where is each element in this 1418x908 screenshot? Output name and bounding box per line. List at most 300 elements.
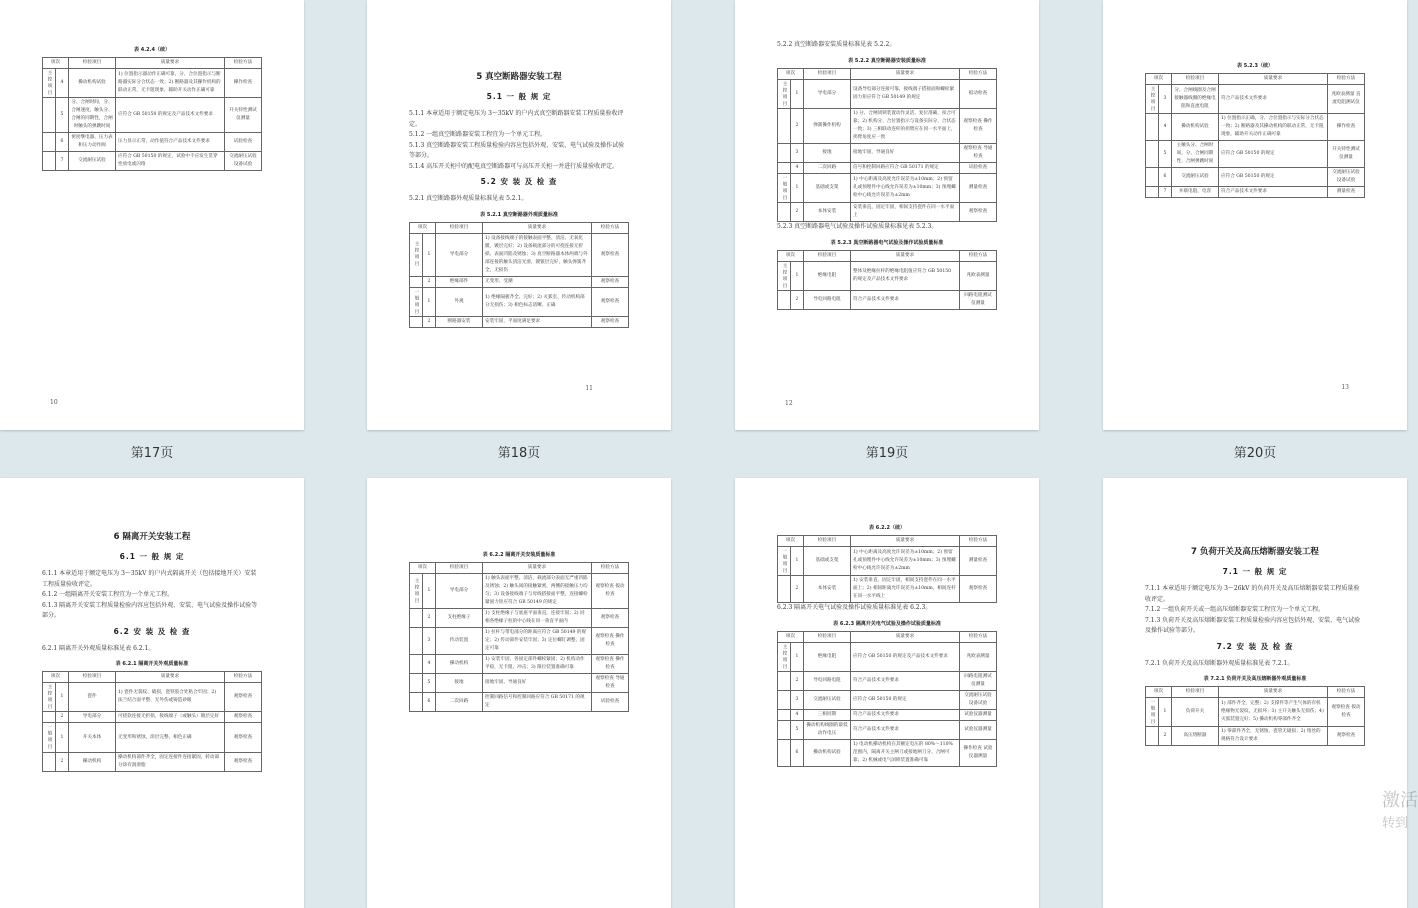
number-cell: 5 bbox=[791, 721, 804, 740]
clause-paragraph: 7.2.1 负荷开关及高压熔断器外观质量标准见表 7.2.1。 bbox=[1145, 659, 1294, 667]
clause-paragraph: 6.1.2 一组隔离开关安装工程宜为一个单元工程。 bbox=[42, 591, 174, 598]
item-cell: 二次回路 bbox=[804, 162, 851, 173]
category-cell bbox=[778, 740, 791, 767]
category-cell: 一般项目 bbox=[1146, 698, 1159, 727]
quality-standard-table bbox=[1145, 73, 1365, 198]
item-cell: 导电部分 bbox=[69, 712, 116, 723]
requirement-cell: 1) 位置指示正确，分、合位置指示与实际分合状态一致；2) 断路器及其操动机构的联动正常，无卡阻现象，辅助开关动作正确可靠 bbox=[1219, 114, 1328, 141]
item-cell: 操动机构试验 bbox=[69, 69, 116, 98]
category-cell: 主控项目 bbox=[778, 642, 791, 671]
item-cell: 绝缘部件 bbox=[436, 276, 483, 287]
method-cell: 操作检查 bbox=[1328, 114, 1365, 141]
number-cell: 2 bbox=[791, 291, 804, 310]
category-cell bbox=[1146, 187, 1159, 198]
table-caption: 表 5.2.3 真空断路器电气试验及操作试验质量标准 bbox=[830, 239, 944, 246]
method-cell: 试验仪器测量 bbox=[960, 721, 997, 740]
method-cell: 交流耐压试验设备试验 bbox=[960, 691, 997, 710]
table-row bbox=[778, 261, 997, 290]
table-row bbox=[778, 691, 997, 710]
method-cell: 观察检查 导通检查 bbox=[960, 143, 997, 162]
method-cell: 回路电阻测试仪测量 bbox=[960, 291, 997, 310]
requirement-cell: 符合产品技术文件要求 bbox=[851, 672, 960, 691]
clause-paragraph: 6.1.3 隔离开关安装工程质量检验内容应包括外观、安装、电气试验及操作试验等部分。 bbox=[42, 601, 258, 619]
quality-standard-table bbox=[42, 57, 262, 171]
table-caption: 表 6.2.2（续） bbox=[869, 525, 905, 531]
table-row bbox=[410, 628, 629, 655]
number-cell: 2 bbox=[56, 752, 69, 771]
item-cell: 断路器安装 bbox=[436, 316, 483, 327]
table-row bbox=[1146, 114, 1365, 141]
item-cell: 弹簧操作机构 bbox=[804, 108, 851, 143]
column-header: 检验方法 bbox=[592, 222, 629, 233]
number-cell: 1 bbox=[56, 723, 69, 752]
number-cell: 7 bbox=[1159, 187, 1172, 198]
clause-paragraph: 5.2.3 真空断路器电气试验及操作试验质量标准见表 5.2.3。 bbox=[777, 223, 938, 231]
clause-paragraph: 5.2.2 真空断路器安装质量标准见表 5.2.2。 bbox=[777, 41, 896, 48]
number-cell: 1 bbox=[791, 261, 804, 290]
method-cell: 观察检查 bbox=[592, 316, 629, 327]
item-cell: 瓷件 bbox=[69, 683, 116, 712]
category-cell bbox=[410, 674, 423, 693]
number-cell: 2 bbox=[423, 316, 436, 327]
category-cell bbox=[1146, 141, 1159, 168]
requirement-cell: 操动机构部件齐全，固定连接件连接紧固，转动部分涂有润滑脂 bbox=[116, 752, 225, 771]
requirement-cell: 符合产品技术文件要求 bbox=[851, 721, 960, 740]
table-row bbox=[43, 752, 262, 771]
method-cell: 交流耐压试验设备试验 bbox=[225, 152, 262, 171]
category-cell bbox=[410, 316, 423, 327]
item-cell: 导电回路电阻 bbox=[804, 672, 851, 691]
category-cell: 主控项目 bbox=[410, 574, 423, 609]
item-cell: 操动机构 bbox=[436, 655, 483, 674]
item-cell: 绝缘电阻 bbox=[804, 261, 851, 290]
category-cell: 主控项目 bbox=[410, 233, 423, 276]
quality-standard-table bbox=[409, 562, 629, 712]
column-header: 项次 bbox=[43, 58, 69, 69]
page-number: 10 bbox=[50, 399, 58, 406]
item-cell: 交流耐压试验 bbox=[69, 152, 116, 171]
requirement-cell: 符合产品技术文件要求 bbox=[1219, 187, 1328, 198]
column-header: 检验项目 bbox=[804, 631, 851, 642]
number-cell: 3 bbox=[791, 691, 804, 710]
number-cell: 4 bbox=[791, 710, 804, 721]
number-cell: 2 bbox=[791, 203, 804, 222]
category-cell bbox=[778, 203, 791, 222]
requirement-cell: 可挠软连接无折损，接线端子（或触头）镀层完好 bbox=[116, 712, 225, 723]
table-row bbox=[1146, 141, 1365, 168]
page-thumbnail[interactable] bbox=[1103, 478, 1407, 908]
quality-standard-table bbox=[777, 631, 997, 767]
requirement-cell: 应符合 GB 50150 的规定及产品技术文件要求 bbox=[116, 98, 225, 133]
activation-watermark-subtext: 转到 bbox=[1382, 816, 1409, 831]
number-cell: 2 bbox=[1159, 727, 1172, 746]
method-cell: 测量检查 bbox=[1328, 187, 1365, 198]
clause-paragraph: 6.1.1 本章适用于额定电压为 3～35kV 的户内式隔离开关（包括接地开关）安装工程质量验收评定。 bbox=[42, 570, 257, 588]
chapter-title: 7 负荷开关及高压熔断器安装工程 bbox=[1191, 547, 1319, 557]
category-cell bbox=[410, 276, 423, 287]
table-header-row bbox=[778, 631, 997, 642]
category-cell bbox=[1146, 727, 1159, 746]
table-row bbox=[778, 108, 997, 143]
table-header-row bbox=[1146, 687, 1365, 698]
method-cell: 观察检查 操作检查 bbox=[960, 108, 997, 143]
category-cell bbox=[43, 133, 56, 152]
item-cell: 操动机构试验 bbox=[1172, 114, 1219, 141]
page-label[interactable]: 第20页 bbox=[1233, 446, 1277, 461]
clause-paragraph: 5.1.1 本章适用于额定电压为 3～35kV 的户内式真空断路器安装工程质量验收评定。 bbox=[409, 110, 624, 128]
column-header: 检验方法 bbox=[960, 631, 997, 642]
item-cell: 外观 bbox=[436, 287, 483, 316]
table-row bbox=[778, 162, 997, 173]
item-cell: 本体安装 bbox=[804, 203, 851, 222]
requirement-cell: 1) 分、合闸闭锁装置动作灵活、复位准确，扣合可靠；2) 机构分、合位置指示与设备实际分、合状态一致；3) 三相联动连杆的拐臂应在同一水平面上，拐臂角度应一致 bbox=[851, 108, 960, 143]
item-cell: 基础或支架 bbox=[804, 173, 851, 202]
page-thumbnail[interactable] bbox=[1103, 0, 1407, 430]
number-cell: 4 bbox=[1159, 114, 1172, 141]
section-title: 5.2 安 装 及 检 查 bbox=[480, 177, 558, 186]
method-cell: 观察检查 扳动检查 bbox=[1328, 698, 1365, 727]
column-header: 项次 bbox=[778, 536, 804, 547]
table-row bbox=[1146, 168, 1365, 187]
item-cell: 分、合闸时间，分、合闸速度，触头分、合闸的同期性，合闸时触头的弹跳时间 bbox=[69, 98, 116, 133]
method-cell: 观察检查 bbox=[225, 683, 262, 712]
number-cell: 3 bbox=[791, 143, 804, 162]
number-cell: 2 bbox=[791, 672, 804, 691]
category-cell bbox=[778, 291, 791, 310]
category-cell bbox=[778, 710, 791, 721]
table-row bbox=[778, 173, 997, 202]
column-header: 检验项目 bbox=[436, 563, 483, 574]
category-cell bbox=[43, 98, 56, 133]
number-cell: 4 bbox=[56, 69, 69, 98]
number-cell: 4 bbox=[791, 162, 804, 173]
category-cell: 主控项目 bbox=[778, 79, 791, 108]
category-cell: 主控项目 bbox=[43, 69, 56, 98]
table-caption: 表 5.2.3（续） bbox=[1237, 63, 1273, 69]
method-cell: 兆欧表测量 bbox=[960, 642, 997, 671]
table-header-row bbox=[778, 536, 997, 547]
column-header: 检验项目 bbox=[1172, 74, 1219, 85]
category-cell bbox=[778, 691, 791, 710]
column-header: 质量要求 bbox=[116, 58, 225, 69]
page-label[interactable]: 第17页 bbox=[130, 446, 174, 461]
method-cell: 试验检查 bbox=[960, 162, 997, 173]
category-cell bbox=[778, 108, 791, 143]
table-row bbox=[778, 642, 997, 671]
method-cell: 试验检查 bbox=[592, 693, 629, 712]
table-header-row bbox=[1146, 74, 1365, 85]
item-cell: 接地 bbox=[804, 143, 851, 162]
number-cell: 1 bbox=[791, 642, 804, 671]
column-header: 质量要求 bbox=[483, 222, 592, 233]
section-title: 7.1 一 般 规 定 bbox=[1222, 567, 1288, 576]
number-cell: 2 bbox=[423, 609, 436, 628]
table-caption: 表 6.2.3 隔离开关电气试验及操作试验质量标准 bbox=[833, 620, 941, 627]
category-cell bbox=[1146, 168, 1159, 187]
requirement-cell: 符合产品技术文件要求 bbox=[851, 710, 960, 721]
table-row bbox=[43, 723, 262, 752]
item-cell: 导电回路电阻 bbox=[804, 291, 851, 310]
table-caption: 表 6.2.1 隔离开关外观质量标准 bbox=[115, 661, 189, 667]
clause-paragraph: 5.2.1 真空断路器外观质量标准见表 5.2.1。 bbox=[409, 195, 528, 202]
chapter-title: 5 真空断路器安装工程 bbox=[476, 72, 562, 82]
category-cell bbox=[778, 576, 791, 603]
column-header: 项次 bbox=[778, 250, 804, 261]
clause-paragraph: 6.2.3 隔离开关电气试验及操作试验质量标准见表 6.2.3。 bbox=[777, 604, 932, 612]
table-row bbox=[410, 609, 629, 628]
method-cell: 观察检查 bbox=[225, 723, 262, 752]
quality-standard-table bbox=[42, 671, 262, 772]
column-header: 质量要求 bbox=[851, 536, 960, 547]
chapter-title: 6 隔离开关安装工程 bbox=[113, 532, 191, 542]
column-header: 质量要求 bbox=[483, 563, 592, 574]
table-row bbox=[778, 547, 997, 576]
table-row bbox=[778, 576, 997, 603]
number-cell: 3 bbox=[1159, 85, 1172, 114]
page-thumbnail[interactable] bbox=[0, 0, 304, 430]
item-cell: 导电部分 bbox=[436, 574, 483, 609]
requirement-cell: 无变形和锈蚀，涂层完整，相色正确 bbox=[116, 723, 225, 752]
requirement-cell: 1) 触头表面平整、清洁，载流部分表面无严重凹陷及锈蚀；2) 触头间的接触紧密，两侧的接触压力均匀；3) 设备接线端子与母线搭接面平整，连接螺栓紧固力矩应符合 GB 50149 的规定 bbox=[483, 574, 592, 609]
category-cell bbox=[410, 609, 423, 628]
page-thumbnail[interactable] bbox=[0, 478, 304, 908]
table-row bbox=[778, 143, 997, 162]
requirement-cell: 1) 电动机操动机构在其额定电压的 80%～110% 范围内，隔离开关主闸刀或接地闸刀分、合闸可靠；2) 机械或电气闭锁装置准确可靠 bbox=[851, 740, 960, 767]
method-cell: 交流耐压试验设备试验 bbox=[1328, 168, 1365, 187]
method-cell: 观察检查 操作检查 bbox=[592, 628, 629, 655]
item-cell: 支柱绝缘子 bbox=[436, 609, 483, 628]
number-cell: 1 bbox=[56, 683, 69, 712]
requirement-cell: 1) 设备接线端子的接触表面平整、清洁、无氧化膜，镀层完好；2) 设备载流部分的可挠连接无折损、表面凹陷及锈蚀；3) 真空断路器本体两端与外部连接的触头清洁光滑，镀银层完好，触头弹簧齐全，无损伤 bbox=[483, 233, 592, 276]
column-header: 检验项目 bbox=[69, 58, 116, 69]
table-row bbox=[43, 683, 262, 712]
column-header: 质量要求 bbox=[116, 672, 225, 683]
table-header-row bbox=[778, 250, 997, 261]
clause-paragraph: 5.1.4 高压开关柜中的配电真空断路器可与高压开关柜一并进行质量验收评定。 bbox=[409, 162, 619, 170]
requirement-cell: 符合产品技术文件要求 bbox=[1219, 85, 1328, 114]
number-cell: 1 bbox=[423, 574, 436, 609]
clause-paragraph: 6.2.1 隔离开关外观质量标准见表 6.2.1。 bbox=[42, 644, 155, 652]
item-cell: 分、合闸线圈及合闸接触器线圈的绝缘电阻和直流电阻 bbox=[1172, 85, 1219, 114]
column-header: 检验方法 bbox=[1328, 687, 1365, 698]
table-row bbox=[778, 672, 997, 691]
item-cell: 并联电阻、电容 bbox=[1172, 187, 1219, 198]
number-cell: 6 bbox=[1159, 168, 1172, 187]
method-cell: 观察检查 导通检查 bbox=[592, 674, 629, 693]
method-cell: 试验仪器测量 bbox=[960, 710, 997, 721]
table-row bbox=[778, 203, 997, 222]
item-cell: 二次回路 bbox=[436, 693, 483, 712]
item-cell: 接地 bbox=[436, 674, 483, 693]
requirement-cell: 控制回路信号和控制回路应符合 GB 50171 的规定 bbox=[483, 693, 592, 712]
item-cell: 高压熔断器 bbox=[1172, 727, 1219, 746]
quality-standard-table bbox=[777, 535, 997, 603]
table-row bbox=[410, 276, 629, 287]
number-cell: 2 bbox=[56, 712, 69, 723]
table-caption: 表 7.2.1 负荷开关及高压熔断器外观质量标准 bbox=[1203, 676, 1307, 682]
item-cell: 交流耐压试验 bbox=[1172, 168, 1219, 187]
column-header: 检验项目 bbox=[436, 222, 483, 233]
number-cell: 6 bbox=[791, 740, 804, 767]
column-header: 项次 bbox=[410, 222, 436, 233]
item-cell: 三相同期 bbox=[804, 710, 851, 721]
number-cell: 5 bbox=[423, 674, 436, 693]
number-cell: 4 bbox=[423, 655, 436, 674]
page-label[interactable]: 第18页 bbox=[497, 446, 541, 461]
requirement-cell: 应符合 GB 50150 的规定 bbox=[851, 691, 960, 710]
method-cell: 操作检查 试验仪器测量 bbox=[960, 740, 997, 767]
category-cell: 一般项目 bbox=[778, 173, 791, 202]
requirement-cell: 接地牢固，导通良好 bbox=[851, 143, 960, 162]
item-cell: 传动装置 bbox=[436, 628, 483, 655]
requirement-cell: 应符合 GB 50150 的规定及产品技术文件要求 bbox=[851, 642, 960, 671]
page-thumbnail[interactable] bbox=[735, 478, 1039, 908]
table-row bbox=[43, 712, 262, 723]
column-header: 项次 bbox=[410, 563, 436, 574]
column-header: 检验方法 bbox=[960, 250, 997, 261]
column-header: 项次 bbox=[778, 68, 804, 79]
clause-paragraph: 7.1.3 负荷开关及高压熔断器安装工程质量检验内容应包括外观、安装、电气试验及操作试验等部分。 bbox=[1145, 616, 1361, 634]
item-cell: 开关本体 bbox=[69, 723, 116, 752]
requirement-cell: 压力显示正常，动作值符合产品技术文件要求 bbox=[116, 133, 225, 152]
column-header: 检验方法 bbox=[1328, 74, 1365, 85]
item-cell: 密度继电器、压力表和压力动作阀 bbox=[69, 133, 116, 152]
requirement-cell: 1) 安装牢固，各固定部件螺栓紧固；2) 机构动作平稳，无卡阻、冲击；3) 限位装置准确可靠 bbox=[483, 655, 592, 674]
table-header-row bbox=[43, 58, 262, 69]
number-cell: 1 bbox=[791, 173, 804, 202]
table-row bbox=[1146, 187, 1365, 198]
category-cell bbox=[778, 162, 791, 173]
item-cell: 基础或支架 bbox=[804, 547, 851, 576]
method-cell: 观察检查 bbox=[960, 203, 997, 222]
clause-paragraph: 5.1.2 一组真空断路器安装工程宜为一个单元工程。 bbox=[409, 131, 547, 138]
item-cell: 操动机构 bbox=[69, 752, 116, 771]
requirement-cell: 信号和控制回路应符合 GB 50171 的规定 bbox=[851, 162, 960, 173]
item-cell: 主触头分、合闸时间，分、合闸同期性，合闸弹跳时间 bbox=[1172, 141, 1219, 168]
requirement-cell: 接地牢固，导通良好 bbox=[483, 674, 592, 693]
item-cell: 导电部分 bbox=[804, 79, 851, 108]
section-title: 5.1 一 般 规 定 bbox=[486, 92, 552, 101]
method-cell: 观察检查 bbox=[960, 576, 997, 603]
method-cell: 操作检查 bbox=[225, 69, 262, 98]
table-header-row bbox=[410, 563, 629, 574]
item-cell: 操动机构试验 bbox=[804, 740, 851, 767]
column-header: 检验项目 bbox=[804, 68, 851, 79]
table-caption: 表 5.2.1 真空断路器外观质量标准 bbox=[480, 211, 558, 218]
number-cell: 2 bbox=[791, 576, 804, 603]
method-cell: 测量检查 bbox=[960, 547, 997, 576]
number-cell: 5 bbox=[1159, 141, 1172, 168]
method-cell: 观察检查 bbox=[225, 712, 262, 723]
table-row bbox=[1146, 727, 1365, 746]
requirement-cell: 安装牢固，平面度满足要求 bbox=[483, 316, 592, 327]
column-header: 项次 bbox=[1146, 687, 1172, 698]
number-cell: 3 bbox=[423, 628, 436, 655]
requirement-cell: 1) 中心距离及高度允许误差为±10mm；2) 预留孔或预埋件中心线允许误差为±10mm；3) 预埋螺栓中心线允许误差为±2mm bbox=[851, 173, 960, 202]
page-number: 11 bbox=[585, 385, 593, 392]
item-cell: 绝缘电阻 bbox=[804, 642, 851, 671]
category-cell bbox=[43, 712, 56, 723]
page-number: 12 bbox=[785, 400, 793, 407]
category-cell: 一般项目 bbox=[410, 287, 423, 316]
method-cell: 扳动检查 bbox=[960, 79, 997, 108]
table-row bbox=[410, 674, 629, 693]
number-cell: 1 bbox=[791, 547, 804, 576]
section-title: 7.2 安 装 及 检 查 bbox=[1216, 641, 1294, 651]
table-row bbox=[410, 693, 629, 712]
page-thumbnail[interactable] bbox=[735, 0, 1039, 430]
quality-standard-table bbox=[409, 222, 629, 328]
requirement-cell: 1) 绝缘隔板齐全、完好；2) 灭弧室、传动机构部分无损伤；3) 相色标志清晰、正确 bbox=[483, 287, 592, 316]
requirement-cell: 1) 支柱绝缘子与底座平面垂直，连接牢固；2) 同相各绝缘子柱的中心线在同一垂直平面内 bbox=[483, 609, 592, 628]
requirement-cell: 1) 部件齐全，完整；2) 支撑件等产生气体的有机绝缘物无裂纹、无损坏；3) 主开关触头无损伤；4) 灭弧装置完好；5) 操动机构零部件齐全 bbox=[1219, 698, 1328, 727]
method-cell: 观察检查 bbox=[592, 276, 629, 287]
category-cell bbox=[778, 672, 791, 691]
table-row bbox=[778, 291, 997, 310]
table-row bbox=[43, 69, 262, 98]
requirement-cell: 整体及绝缘拉杆的绝缘电阻值应符合 GB 50150 的规定及产品技术文件要求 bbox=[851, 261, 960, 290]
table-caption: 表 4.2.4（续） bbox=[134, 47, 170, 53]
quality-standard-table bbox=[1145, 686, 1365, 746]
section-title: 6.1 一 般 规 定 bbox=[119, 552, 185, 561]
table-caption: 表 5.2.2 真空断路器安装质量标准 bbox=[848, 57, 926, 64]
column-header: 检验方法 bbox=[225, 58, 262, 69]
requirement-cell: 无变形、受潮 bbox=[483, 276, 592, 287]
category-cell bbox=[410, 655, 423, 674]
quality-standard-table bbox=[777, 250, 997, 310]
column-header: 检验方法 bbox=[225, 672, 262, 683]
requirement-cell: 1) 拉杆与带电部分的距离应符合 GB 50149 的规定；2) 传动部件安装牢固；3) 定位螺钉调整，固定可靠 bbox=[483, 628, 592, 655]
method-cell: 开关特性测试仪测量 bbox=[225, 98, 262, 133]
category-cell bbox=[778, 721, 791, 740]
table-row bbox=[778, 710, 997, 721]
requirement-cell: 1) 零部件齐全，无锈蚀，瓷管无破损；2) 熔丝的规格符合设计要求 bbox=[1219, 727, 1328, 746]
number-cell: 5 bbox=[56, 98, 69, 133]
method-cell: 观察检查 bbox=[225, 752, 262, 771]
page-label[interactable]: 第19页 bbox=[865, 446, 909, 461]
method-cell: 观察检查 操作检查 bbox=[592, 655, 629, 674]
table-row bbox=[410, 287, 629, 316]
column-header: 检验项目 bbox=[804, 250, 851, 261]
method-cell: 测量检查 bbox=[960, 173, 997, 202]
column-header: 质量要求 bbox=[851, 631, 960, 642]
requirement-cell: 1) 瓷件无裂纹、破损，瓷铁胶合处粘合牢固；2) 法兰结合面平整、无外伤或铸造砂眼 bbox=[116, 683, 225, 712]
column-header: 项次 bbox=[1146, 74, 1172, 85]
column-header: 检验方法 bbox=[960, 536, 997, 547]
column-header: 项次 bbox=[778, 631, 804, 642]
requirement-cell: 设备导电部分连接可靠，接线端子搭接面和螺栓紧固力矩应符合 GB 50149 的规定 bbox=[851, 79, 960, 108]
table-header-row bbox=[410, 222, 629, 233]
table-row bbox=[778, 79, 997, 108]
item-cell: 交流耐压试验 bbox=[804, 691, 851, 710]
item-cell: 负荷开关 bbox=[1172, 698, 1219, 727]
column-header: 检验项目 bbox=[1172, 687, 1219, 698]
number-cell: 2 bbox=[423, 276, 436, 287]
category-cell bbox=[410, 628, 423, 655]
page-thumbnail[interactable] bbox=[367, 0, 671, 430]
column-header: 项次 bbox=[43, 672, 69, 683]
requirement-cell: 1) 位置指示器动作正确可靠，分、合位置指示与断路器实际分合状态一致；2) 断路器及其操作机构的联动正常，无卡阻现象，辅助开关动作正确可靠 bbox=[116, 69, 225, 98]
method-cell: 兆欧表测量 bbox=[960, 261, 997, 290]
table-row bbox=[1146, 698, 1365, 727]
method-cell: 试验检查 bbox=[225, 133, 262, 152]
item-cell: 本体安装 bbox=[804, 576, 851, 603]
clause-paragraph: 7.1.1 本章适用于额定电压为 3～26kV 的负荷开关及高压熔断器安装工程质量验收评定。 bbox=[1145, 585, 1360, 603]
table-header-row bbox=[778, 68, 997, 79]
method-cell: 观察检查 bbox=[592, 233, 629, 276]
page-thumbnail[interactable] bbox=[367, 478, 671, 908]
category-cell bbox=[778, 143, 791, 162]
